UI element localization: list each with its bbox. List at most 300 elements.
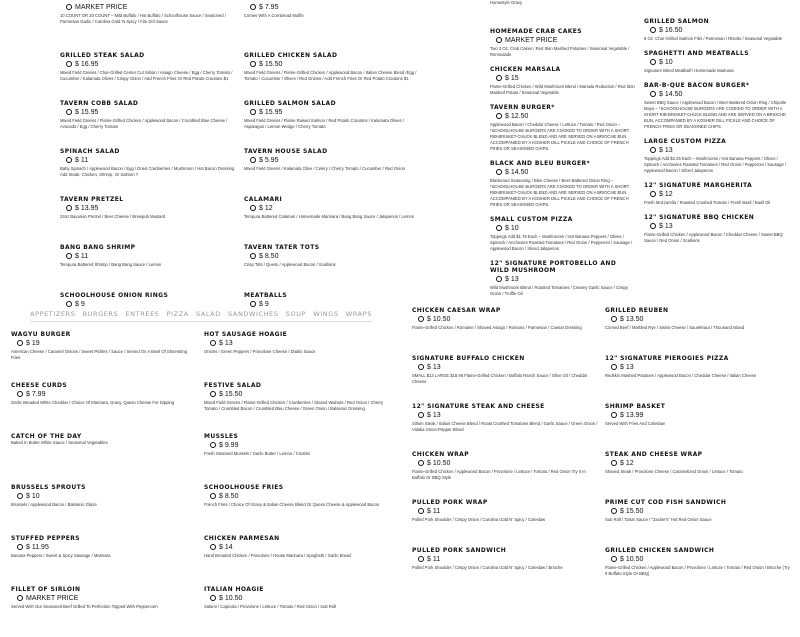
- item-description: Mixed Field Greens / Flame-Grilled Chicken / Applewood Bacon / Crumbled Blue Cheese / Avocado / Egg / Cherry Tomato: [60, 118, 228, 129]
- item-name: CHEESE CURDS: [11, 382, 68, 389]
- item-name: 12" SIGNATURE PIEROGIES PIZZA: [605, 355, 729, 362]
- item-price-row: [611, 508, 791, 515]
- item-description: Sub Roll / Tartar Sauce / "Zackie's" Hot Red Onion Sauce: [605, 517, 712, 522]
- menu-item-grilled-salmon[interactable]: [644, 18, 790, 42]
- item-price-row: [66, 61, 238, 68]
- item-price: $ 8.50: [219, 493, 239, 500]
- item-price: $ 12: [659, 191, 673, 198]
- menu-item-homemade-crab-cakes[interactable]: [490, 28, 636, 58]
- item-price-row: [611, 412, 791, 419]
- item-price-row: [210, 595, 388, 602]
- price-bullet-icon: [650, 27, 656, 33]
- item-description: Banana Peppers / Sweet & Spicy Sausage / Marinara: [11, 553, 111, 558]
- menu-item-grilled-reuben[interactable]: [605, 307, 791, 347]
- item-name: ITALIAN HOAGIE: [204, 586, 264, 593]
- menu-item-12-signature-margherita[interactable]: [644, 182, 790, 206]
- item-description: Flame-Grilled Chicken / Applewood Bacon / Provolone / Lettuce / Tomato / Red Onion Try It In Buffalo Or BBQ Style: [412, 469, 586, 480]
- menu-item-12-signature-portobello-and-wild-mushroom[interactable]: [490, 260, 636, 297]
- item-description: Tempura Battered Shrimp / Bang Bang Sauce / Lemon: [60, 262, 162, 267]
- item-price: $ 11: [427, 556, 441, 563]
- menu-item-fillet-of-sirloin[interactable]: [11, 586, 195, 629]
- item-name: SCHOOLHOUSE ONION RINGS: [60, 292, 169, 299]
- menu-column-right-d: [605, 307, 791, 595]
- menu-item-catch-of-the-day[interactable]: [11, 433, 195, 476]
- menu-item-chicken-parmesan[interactable]: [204, 535, 388, 578]
- item-name: HOMEMADE CRAB CAKES: [490, 28, 583, 35]
- item-price-row: [611, 460, 791, 467]
- price-bullet-icon: [250, 157, 256, 163]
- item-price: $ 10.50: [427, 460, 451, 467]
- item-price-row: [650, 191, 790, 198]
- item-price-row: [250, 61, 422, 68]
- item-price-row: [650, 223, 790, 230]
- item-description: Mixed Field Greens / Flame Raised Salmon / Red Potato Croutons / Kalamata Olives / Asparagus / Lemon Wedge / Cherry Tomato: [244, 118, 404, 129]
- item-price: $ 15.50: [259, 61, 283, 68]
- menu-item-hot-sausage-hoagie[interactable]: [204, 331, 388, 374]
- menu-item-chicken-caesar-wrap[interactable]: [412, 307, 598, 347]
- item-description: Wild Mushroom Blend / Roasted Tomatoes / Creamy Garlic Sauce / Crispy Onion / Truffle Oil: [490, 285, 628, 296]
- menu-item-grilled-chicken-sandwich[interactable]: [605, 547, 791, 587]
- menu-item-italian-hoagie[interactable]: [204, 586, 388, 629]
- nav-appetizers[interactable]: APPETIZERS: [30, 310, 76, 318]
- item-name: STEAK AND CHEESE WRAP: [605, 451, 703, 458]
- price-bullet-icon: [418, 412, 424, 418]
- item-name: GRILLED SALMON: [644, 18, 710, 25]
- price-bullet-icon: [418, 316, 424, 322]
- menu-column-bottom-left: [11, 331, 195, 637]
- item-price: $ 15.50: [219, 391, 243, 398]
- item-description: 6 Oz. Char-Grilled Salmon Filet / Parmesan / Risotto / Seasonal Vegetable: [644, 36, 783, 41]
- menu-item-bang-bang-shrimp[interactable]: [60, 244, 238, 284]
- price-bullet-icon: [650, 223, 656, 229]
- price-bullet-icon: [650, 59, 656, 65]
- menu-item-item[interactable]: [60, 4, 238, 44]
- item-name: 12" SIGNATURE STEAK AND CHEESE: [412, 403, 545, 410]
- price-bullet-icon: [611, 508, 617, 514]
- item-price: $ 10.50: [427, 316, 451, 323]
- item-description: 10 COUNT OR 20 COUNT – Mild Buffalo / Hot Buffalo / Schoolhouse Sauce / Seasoned / Parmesan Garlic / Carolina Gold 'N Spicy / Fire Dril Sauce: [60, 13, 226, 24]
- item-price: $ 16.95: [75, 61, 99, 68]
- item-name: PRIME CUT COD FISH SANDWICH: [605, 499, 727, 506]
- item-price-row: [611, 364, 791, 371]
- price-bullet-icon: [611, 316, 617, 322]
- item-price: $ 8.50: [259, 253, 279, 260]
- item-name: CATCH OF THE DAY: [11, 433, 82, 440]
- menu-item-prime-cut-cod-fish-sandwich[interactable]: [605, 499, 791, 539]
- price-bullet-icon: [17, 595, 23, 601]
- item-name: SCHOOLHOUSE FRIES: [204, 484, 284, 491]
- item-price-row: [496, 225, 636, 232]
- item-price: $ 14.50: [505, 169, 529, 176]
- item-price: $ 13.95: [75, 205, 99, 212]
- item-name: GRILLED CHICKEN SALAD: [244, 52, 338, 59]
- item-price: $ 13.50: [620, 316, 644, 323]
- item-price-row: [418, 460, 598, 467]
- price-bullet-icon: [17, 493, 23, 499]
- item-price-row: [496, 169, 636, 176]
- item-price-row: [650, 59, 790, 66]
- item-name: TAVERN TATER TOTS: [244, 244, 320, 251]
- item-description: Applewood Bacon / Cheddar Cheese / Lettuce / Tomato / Red Onion – *SCHOOLHOUSE BURGERS ARE COOKED TO ORDER WITH A SHORT RIB-BRISKET-CHUCK BLEND AND ARE SERVED ON A BRIOCHE BUN. ACCOMPANIED BY A KOSHER DILL PICKLE AND CHOICE OF FRENCH FRIES OR SEASONED CHIPS.: [490, 122, 630, 151]
- price-bullet-icon: [17, 340, 23, 346]
- item-price-row: [250, 301, 422, 308]
- price-bullet-icon: [650, 91, 656, 97]
- item-price-row: [210, 391, 388, 398]
- item-name: TAVERN COBB SALAD: [60, 100, 139, 107]
- nav-burgers[interactable]: BURGERS: [82, 310, 119, 318]
- item-description: Flame-Grilled Chicken / Romaine / Shaved Asiago / Romano / Parmesan / Caesar Dressing: [412, 325, 582, 330]
- item-description: 24oz Bavarian Pretzel / Beer Cheese / Brewpub Mustard: [60, 214, 166, 219]
- item-name: SPAGHETTI AND MEATBALLS: [644, 50, 749, 57]
- item-description: Brussels / Applewood Bacon / Balsamic Glaze: [11, 502, 97, 507]
- menu-item-12-signature-pierogies-pizza[interactable]: [605, 355, 791, 395]
- item-name: MEATBALLS: [244, 292, 288, 299]
- item-name: MUSSLES: [204, 433, 239, 440]
- item-description: Shaved Steak / Provolone Cheese / Caramelized Onion / Lettuce / Tomato: [605, 469, 743, 474]
- item-price-row: [210, 544, 388, 551]
- item-price-row: [66, 205, 238, 212]
- menu-column-top-left: [60, 2, 238, 340]
- item-name: BAR-B-QUE BACON BURGER*: [644, 82, 750, 89]
- item-name: FESTIVE SALAD: [204, 382, 262, 389]
- item-price: MARKET PRICE: [75, 4, 128, 11]
- item-name: GRILLED REUBEN: [605, 307, 669, 314]
- item-price-row: [496, 75, 636, 82]
- price-bullet-icon: [418, 460, 424, 466]
- menu-item-tavern-house-salad[interactable]: [244, 148, 422, 188]
- item-description: Baked In Butter White Sauce / Seasonal Vegetables: [11, 440, 108, 445]
- menu-item-signature-buffalo-chicken[interactable]: [412, 355, 598, 395]
- item-price-row: [496, 113, 636, 120]
- menu-column-right-c: [412, 307, 598, 595]
- item-price-row: [650, 147, 790, 154]
- item-price-row: [418, 556, 598, 563]
- item-price: MARKET PRICE: [505, 37, 558, 44]
- item-name: SPINACH SALAD: [60, 148, 120, 155]
- item-price-row: [66, 157, 238, 164]
- price-bullet-icon: [496, 113, 502, 119]
- item-price: $ 9: [75, 301, 85, 308]
- nav-wraps[interactable]: WRAPS: [345, 310, 372, 318]
- item-price: $ 15.95: [75, 109, 99, 116]
- item-price: $ 15: [505, 75, 519, 82]
- price-bullet-icon: [66, 205, 72, 211]
- item-name: 12" SIGNATURE PORTOBELLO AND WILD MUSHROOM: [490, 260, 617, 274]
- item-price-row: [250, 253, 422, 260]
- item-price-row: [210, 493, 388, 500]
- item-description: Corned Beef / Marbled Rye / Swiss Cheese / Sauerkraut / Thousand Island: [605, 325, 745, 330]
- price-bullet-icon: [250, 4, 256, 10]
- price-bullet-icon: [250, 109, 256, 115]
- price-bullet-icon: [650, 147, 656, 153]
- item-description: Fresh Mozzarella / Roasted Crushed Tomato / Fresh Basil / Basil Oil: [644, 200, 771, 205]
- price-bullet-icon: [210, 595, 216, 601]
- menu-item-steak-and-cheese-wrap[interactable]: [605, 451, 791, 491]
- item-price: $ 12: [259, 205, 273, 212]
- item-price-row: [418, 412, 598, 419]
- nav-wings[interactable]: WINGS: [313, 310, 339, 318]
- item-description: Mixed Field Greens / Kalamata Olive / Celery / Cherry Tomato / Cucumber / Red Onion: [244, 166, 405, 171]
- item-description: French Fries / Choice Of Gravy & Italian Cheese Blend Or Queso Cheese & Applewood Bacon: [204, 502, 380, 507]
- item-description: Mixed Field Greens / Char-Grilled Center Cut Sirloin / Asiago Cheese / Egg / Cherry Tomato / Cucumber / Kalamata Olives / Crispy Onion / Add French Fries Or Red Potato Croutons $1: [60, 70, 233, 81]
- item-price-row: [17, 493, 195, 500]
- item-name: STUFFED PEPPERS: [11, 535, 80, 542]
- price-bullet-icon: [250, 61, 256, 67]
- item-name: SMALL CUSTOM PIZZA: [490, 216, 573, 223]
- price-bullet-icon: [17, 391, 23, 397]
- menu-item-grilled-steak-salad[interactable]: [60, 52, 238, 92]
- item-price-row: [611, 556, 791, 563]
- item-name: TAVERN HOUSE SALAD: [244, 148, 328, 155]
- item-price: $ 13: [620, 364, 634, 371]
- price-bullet-icon: [496, 75, 502, 81]
- menu-item-mussles[interactable]: [204, 433, 388, 476]
- item-price: $ 7.99: [26, 391, 46, 398]
- menu-item-tavern-pretzel[interactable]: [60, 196, 238, 236]
- menu-item-pulled-pork-sandwich[interactable]: [412, 547, 598, 587]
- item-price: $ 14.50: [659, 91, 683, 98]
- price-bullet-icon: [496, 37, 502, 43]
- item-price-row: [418, 364, 598, 371]
- item-description: Crisp Tots / Queso / Applewood Bacon / Scallions: [244, 262, 336, 267]
- item-description: Comes With A Cornbread Muffin: [244, 13, 304, 18]
- menu-item-cheese-curds[interactable]: [11, 382, 195, 425]
- item-description: Hand Breaded Chicken / Provolone / House Marinara / Spaghetti / Garlic Bread: [204, 553, 351, 558]
- item-price-row: [418, 316, 598, 323]
- nav-sandwiches[interactable]: SANDWICHES: [228, 310, 279, 318]
- menu-item-grilled-chicken-salad[interactable]: [244, 52, 422, 92]
- item-description: Salami / Capicola / Provolone / Lettuce / Tomato / Red Onion / Sub Roll: [204, 604, 337, 609]
- item-name: CHICKEN CAESAR WRAP: [412, 307, 501, 314]
- menu-item-tavern-cobb-salad[interactable]: [60, 100, 238, 140]
- item-description: Redskin Mashed Potatoes / Applewood Bacon / Cheddar Cheese / Italian Cheese: [605, 373, 757, 378]
- item-price: $ 11: [75, 157, 89, 164]
- item-description: Baby Spinach / Applewood Bacon / Egg / Dried Cranberries / Mushroom / Hot Bacon Dressing Add Steak, Chicken, Shrimp, Or Salmon 7: [60, 166, 235, 177]
- item-name: GRILLED SALMON SALAD: [244, 100, 336, 107]
- item-description: Toppings Add $2.25 Each – Mushrooms / Hot Banana Peppers / Olives / Spinach / Anchovies Roasted Tomatoes / Red Onion / Pepperoni / Sausage / Applewood Bacon / Sliced Jalapenos: [644, 156, 787, 173]
- item-price-row: [250, 205, 422, 212]
- item-price: $ 13: [659, 223, 673, 230]
- price-bullet-icon: [210, 442, 216, 448]
- item-price-row: [250, 157, 422, 164]
- item-price-row: [250, 109, 422, 116]
- item-description: Pulled Pork Shoulder / Crispy Onion / Carolina Gold N' Spicy / Coleslaw: [412, 517, 545, 522]
- item-price: $ 15.95: [259, 109, 283, 116]
- price-bullet-icon: [210, 493, 216, 499]
- item-price: $ 13: [219, 340, 233, 347]
- item-name: SIGNATURE BUFFALO CHICKEN: [412, 355, 525, 362]
- item-name: 12" SIGNATURE BBQ CHICKEN: [644, 214, 755, 221]
- item-price: $ 14: [219, 544, 233, 551]
- item-price: $ 10: [505, 225, 519, 232]
- price-bullet-icon: [210, 391, 216, 397]
- item-description: Mixed Field Greens / Flame-Grilled Chicken / Cranberries / Glazed Walnuts / Red Onion / Cherry Tomato / Crumbled Bacon / Crumbled Bleu Cheese / Green Onion / Balsamic Dressing: [204, 400, 384, 411]
- item-name: 12" SIGNATURE MARGHERITA: [644, 182, 753, 189]
- menu-item-12-signature-steak-and-cheese[interactable]: [412, 403, 598, 443]
- menu-item-festive-salad[interactable]: [204, 382, 388, 425]
- item-description: Flame-Grilled Chicken / Wild Mushroom Blend / Marsala Reduction / Red Skin Mashed Potato / Seasonal Vegetable: [490, 84, 635, 95]
- item-name: LARGE CUSTOM PIZZA: [644, 138, 727, 145]
- item-description: Served With Fries And Coleslaw: [605, 421, 665, 426]
- item-price-row: [66, 301, 238, 308]
- item-price: $ 10: [659, 59, 673, 66]
- item-price: $ 13.99: [620, 412, 644, 419]
- item-name: PULLED PORK WRAP: [412, 499, 488, 506]
- menu-item-grilled-salmon-salad[interactable]: [244, 100, 422, 140]
- item-price: $ 7.95: [259, 4, 279, 11]
- category-nav: [30, 310, 372, 322]
- item-price-row: [496, 276, 636, 283]
- price-bullet-icon: [496, 276, 502, 282]
- item-price-row: [17, 595, 195, 602]
- nav-soup[interactable]: SOUP: [285, 310, 307, 318]
- item-price: $ 11: [427, 508, 441, 515]
- price-bullet-icon: [611, 364, 617, 370]
- item-price-row: [210, 340, 388, 347]
- menu-item-shrimp-basket[interactable]: [605, 403, 791, 443]
- price-bullet-icon: [611, 412, 617, 418]
- item-price: $ 12: [620, 460, 634, 467]
- item-price-row: [650, 27, 790, 34]
- price-bullet-icon: [418, 364, 424, 370]
- price-bullet-icon: [611, 460, 617, 466]
- menu-item-stuffed-peppers[interactable]: [11, 535, 195, 578]
- price-bullet-icon: [250, 253, 256, 259]
- item-price-row: [66, 253, 238, 260]
- menu-item-pulled-pork-wrap[interactable]: [412, 499, 598, 539]
- item-description: Flame-Grilled Chicken / Applewood Bacon / Provolone / Lettuce / Tomato / Red Onion / Brioche (Try It Buffalo-Style Or BBQ): [605, 565, 790, 576]
- item-description: Tempura Battered Calamari / Homemade Marinara / Bang Bang Sauce / Jalapenos / Lemon: [244, 214, 415, 219]
- menu-item-spaghetti-and-meatballs[interactable]: [644, 50, 790, 74]
- item-price-row: [66, 109, 238, 116]
- item-price: $ 13: [427, 412, 441, 419]
- item-description: Signature Blend Meatball / Homemade Marinara: [644, 68, 734, 73]
- item-description: Onions / Green Peppers / Provolone Cheese / Diablo Sauce: [204, 349, 316, 354]
- item-name: BRUSSELS SPROUTS: [11, 484, 86, 491]
- menu-item-item[interactable]: [244, 4, 422, 44]
- menu-item-schoolhouse-fries[interactable]: [204, 484, 388, 527]
- item-price: $ 19: [26, 340, 40, 347]
- menu-item-bar-b-que-bacon-burger[interactable]: [644, 82, 790, 130]
- item-description: Homestyle Gravy: [490, 0, 523, 5]
- menu-column-top-middle: [244, 2, 422, 340]
- price-bullet-icon: [66, 157, 72, 163]
- price-bullet-icon: [250, 301, 256, 307]
- menu-item-tavern-tater-tots[interactable]: [244, 244, 422, 284]
- price-bullet-icon: [17, 544, 23, 550]
- item-price: $ 9: [259, 301, 269, 308]
- item-price-row: [210, 442, 388, 449]
- item-description: American Cheese / Caramel Onions / Sweet Pickles / Sauce / Served On A Bowl Of Shoestring Fries: [11, 349, 187, 360]
- menu-item-brussels-sprouts[interactable]: [11, 484, 195, 527]
- price-bullet-icon: [66, 301, 72, 307]
- item-price: $ 13: [505, 276, 519, 283]
- item-price-row: [418, 508, 598, 515]
- menu-column-right-a: [490, 0, 636, 305]
- nav-salad[interactable]: SALAD: [195, 310, 221, 318]
- price-bullet-icon: [66, 4, 72, 10]
- item-price-row: [496, 37, 636, 44]
- menu-item-chicken-marsala[interactable]: [490, 66, 636, 96]
- menu-column-right-b: [644, 18, 790, 252]
- item-name: HOT SAUSAGE HOAGIE: [204, 331, 288, 338]
- menu-item-spinach-salad[interactable]: [60, 148, 238, 188]
- item-price-row: [250, 4, 422, 11]
- price-bullet-icon: [496, 169, 502, 175]
- item-price: $ 12.50: [505, 113, 529, 120]
- menu-item-calamari[interactable]: [244, 196, 422, 236]
- menu-item-item[interactable]: [490, 0, 636, 20]
- price-bullet-icon: [496, 225, 502, 231]
- item-name: CHICKEN PARMESAN: [204, 535, 280, 542]
- menu-item-wagyu-burger[interactable]: [11, 331, 195, 374]
- item-price: $ 13: [427, 364, 441, 371]
- menu-item-large-custom-pizza[interactable]: [644, 138, 790, 174]
- item-description: Flame-Grilled Chicken / Applewood Bacon / Cheddar Cheese / Sweet BBQ Sauce / Red Onion / Scallions: [644, 232, 783, 243]
- item-price: $ 5.95: [259, 157, 279, 164]
- item-name: TAVERN PRETZEL: [60, 196, 124, 203]
- price-bullet-icon: [611, 556, 617, 562]
- item-price: $ 13: [659, 147, 673, 154]
- menu-item-chicken-wrap[interactable]: [412, 451, 598, 491]
- item-price: $ 10: [26, 493, 40, 500]
- item-name: BLACK AND BLEU BURGER*: [490, 160, 591, 167]
- item-price-row: [17, 544, 195, 551]
- price-bullet-icon: [250, 205, 256, 211]
- price-bullet-icon: [66, 61, 72, 67]
- item-name: PULLED PORK SANDWICH: [412, 547, 507, 554]
- menu-item-small-custom-pizza[interactable]: [490, 216, 636, 252]
- item-name: BANG BANG SHRIMP: [60, 244, 136, 251]
- item-description: Blackened Seasoning / Bleu Cheese / Beer-Battered Onion Ring – *SCHOOLHOUSE BURGERS ARE COOKED TO ORDER WITH A SHORT RIB-BRISKET-CHUCK BLEND AND ARE SERVED ON A BRIOCHE BUN. ACCOMPANIED BY A KOSHER DILL PICKLE AND CHOICE OF FRENCH FRIES OR SEASONED CHIPS.: [490, 178, 630, 207]
- item-price: $ 11.95: [26, 544, 49, 551]
- menu-item-12-signature-bbq-chicken[interactable]: [644, 214, 790, 244]
- item-name: FILLET OF SIRLOIN: [11, 586, 81, 593]
- item-description: Pulled Pork Shoulder / Crispy Onion / Carolina Gold N' Spicy / Coleslaw / Brioche: [412, 565, 563, 570]
- item-price-row: [611, 316, 791, 323]
- price-bullet-icon: [418, 556, 424, 562]
- item-name: WAGYU BURGER: [11, 331, 71, 338]
- item-description: Toppings Add $1.75 Each – Mushrooms / Hot Banana Peppers / Olives / Spinach / Anchovies Roasted Tomatoes / Red Onion / Pepperoni / Sausage / Applewood Bacon / Sliced Jalapenos: [490, 234, 633, 251]
- item-price: $ 16.50: [659, 27, 683, 34]
- item-name: SHRIMP BASKET: [605, 403, 666, 410]
- item-price: MARKET PRICE: [26, 595, 79, 602]
- price-bullet-icon: [66, 109, 72, 115]
- item-description: Sweet BBQ Sauce / Applewood Bacon / Beer-Battered Onion Ring / Chipotle Mayo – *SCHOOLHOUSE BURGERS ARE COOKED TO ORDER WITH A SHORT RIB-BRISKET-CHUCK BLEND AND ARE SERVED ON A BRIOCHE BUN. ACCOMPANIED BY A KOSHER DILL PICKLE AND CHOICE OF FRENCH FRIES OR SEASONED CHIPS.: [644, 100, 787, 129]
- price-bullet-icon: [650, 191, 656, 197]
- item-description: Served With Our Seasoned Beef Grilled To Perfection Topped With Peppercorn: [11, 604, 158, 609]
- item-description: Sirloin Steak / Italian Cheese Blend / Roast Crushed Tomatoes Blend / Garlic Sauce / Green Onion / Vidalia Onion-Pepper Blend: [412, 421, 598, 432]
- item-description: SMALL $13 LARGE $18.95 Flame-Grilled Chicken / Buffalo Ranch Sauce / Olive Oil / Cheddar Cheese: [412, 373, 588, 384]
- item-price: $ 10.50: [219, 595, 243, 602]
- item-price: $ 10.50: [620, 556, 644, 563]
- menu-item-tavern-burger[interactable]: [490, 104, 636, 152]
- nav-entrees[interactable]: ENTREES: [125, 310, 160, 318]
- nav-pizza[interactable]: PIZZA: [166, 310, 189, 318]
- item-name: GRILLED CHICKEN SANDWICH: [605, 547, 715, 554]
- item-name: CHICKEN MARSALA: [490, 66, 561, 73]
- item-price: $ 9.99: [219, 442, 239, 449]
- item-description: Two 3 Oz. Crab Cakes / Red Skin Mashed Potatoes / Seasonal Vegetable / Remoulade: [490, 46, 630, 57]
- item-description: Fresh Steamed Mussels / Garlic Butter / Lemon / Crustini: [204, 451, 310, 456]
- menu-item-black-and-bleu-burger[interactable]: [490, 160, 636, 208]
- item-name: CHICKEN WRAP: [412, 451, 469, 458]
- price-bullet-icon: [210, 544, 216, 550]
- price-bullet-icon: [66, 253, 72, 259]
- item-name: CALAMARI: [244, 196, 283, 203]
- price-bullet-icon: [210, 340, 216, 346]
- item-description: Mixed Field Greens / Flame-Grilled Chicken / Applewood Bacon / Italian Cheese Blend /Egg / Tomato / Cucumber / Olives / Red Onions / Add French Fries Or Red Potato Croutons $1: [244, 70, 417, 81]
